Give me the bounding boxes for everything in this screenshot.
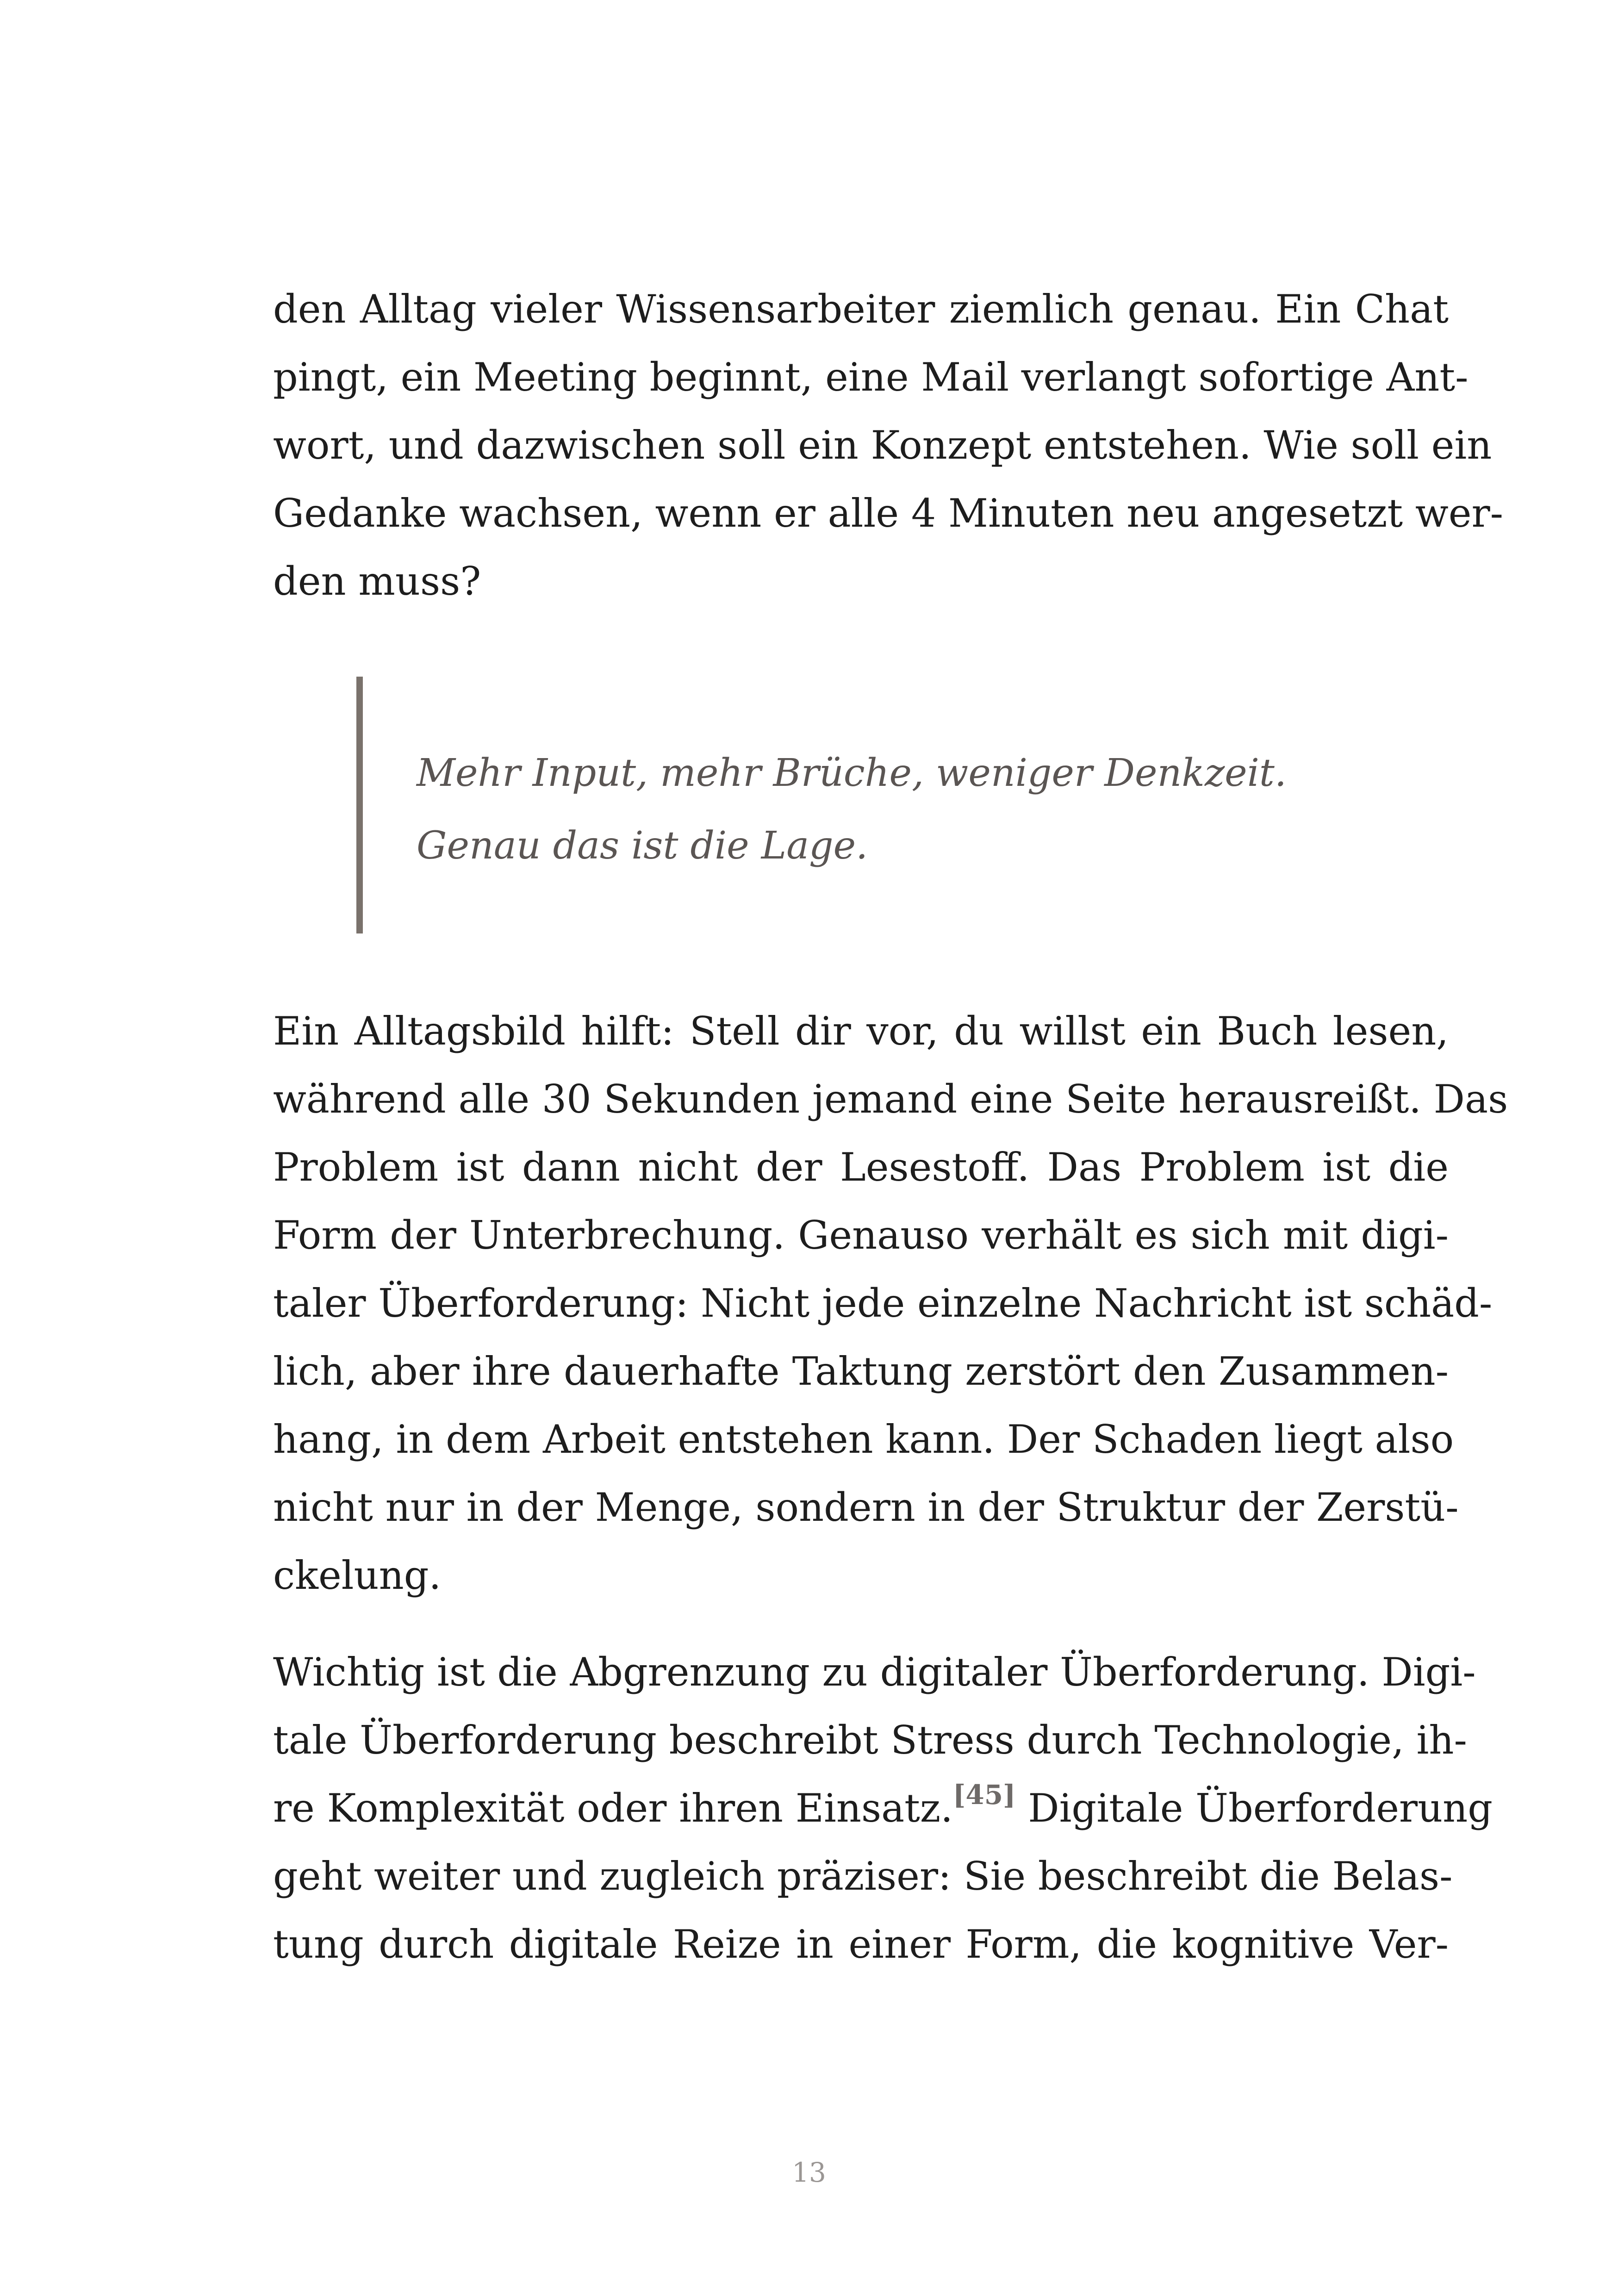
paragraph-line: Gedanke wachsen, wenn er alle 4 Minuten neu angesetzt wer-: [273, 491, 1504, 536]
quote-line: Genau das ist die Lage.: [417, 824, 868, 868]
quote-line: Mehr Input, mehr Brüche, weniger Denkzeit.: [417, 751, 1287, 795]
quote-text: [417, 737, 1287, 882]
paragraph-line: Problem ist dann nicht der Lesestoff. Das Problem ist die: [273, 1145, 1449, 1190]
quote-bar: [356, 677, 363, 933]
paragraph-line: geht weiter und zugleich präziser: Sie beschreibt die Belas-: [273, 1854, 1453, 1899]
line-text: Digitale Überforderung: [1015, 1786, 1493, 1831]
paragraph-1: [273, 275, 1504, 616]
paragraph-line: Ein Alltagsbild hilft: Stell dir vor, du willst ein Buch lesen,: [273, 1008, 1449, 1054]
paragraph-2: [273, 997, 1508, 1610]
paragraph-line-with-footnote: [273, 1774, 1493, 1842]
paragraph-line: pingt, ein Meeting beginnt, eine Mail verlangt sofortige Ant-: [273, 355, 1469, 400]
paragraph-line: nicht nur in der Menge, sondern in der Struktur der Zerstü-: [273, 1485, 1459, 1530]
paragraph-line: ckelung.: [273, 1553, 442, 1598]
paragraph-line: den muss?: [273, 559, 481, 604]
page-number: 13: [792, 2157, 826, 2188]
paragraph-line: hang, in dem Arbeit entstehen kann. Der Schaden liegt also: [273, 1417, 1454, 1462]
footnote-reference[interactable]: [45]: [952, 1779, 1016, 1811]
paragraph-line: taler Überforderung: Nicht jede einzelne Nachricht ist schäd-: [273, 1281, 1493, 1326]
paragraph-line: den Alltag vieler Wissensarbeiter ziemlich genau. Ein Chat: [273, 286, 1449, 332]
paragraph-line: während alle 30 Sekunden jemand eine Seite herausreißt. Das: [273, 1076, 1508, 1122]
paragraph-3: [273, 1638, 1493, 1979]
paragraph-line: Form der Unterbrechung. Genauso verhält es sich mit digi-: [273, 1213, 1449, 1258]
paragraph-line: wort, und dazwischen soll ein Konzept entstehen. Wie soll ein: [273, 423, 1492, 468]
pull-quote: [356, 677, 1287, 933]
paragraph-line: tung durch digitale Reize in einer Form, die kognitive Ver-: [273, 1922, 1449, 1967]
paragraph-line: Wichtig ist die Abgrenzung zu digitaler Überforderung. Digi-: [273, 1649, 1476, 1695]
paragraph-line: tale Überforderung beschreibt Stress durch Technologie, ih-: [273, 1717, 1467, 1763]
line-text: re Komplexität oder ihren Einsatz.: [273, 1786, 953, 1831]
paragraph-line: lich, aber ihre dauerhafte Taktung zerstört den Zusammen-: [273, 1349, 1449, 1394]
